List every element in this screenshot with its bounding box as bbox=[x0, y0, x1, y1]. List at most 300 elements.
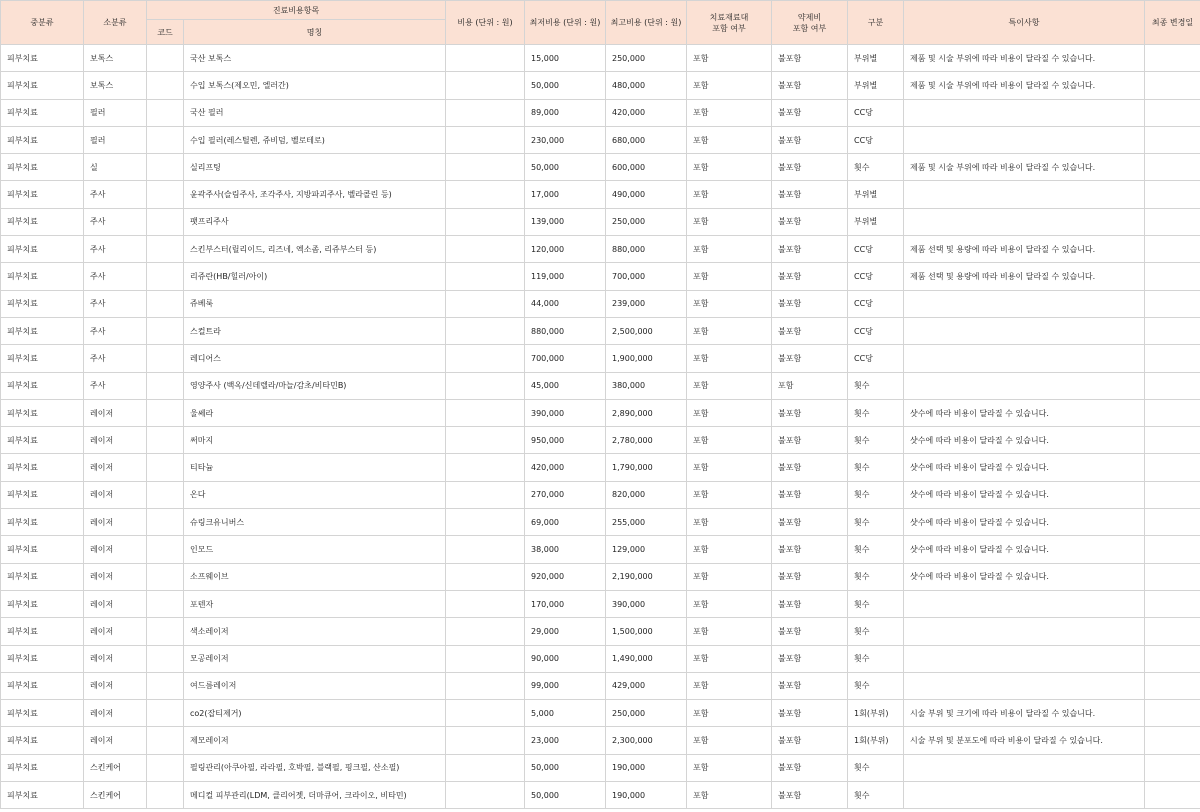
cell-note bbox=[904, 317, 1145, 344]
cell-last-changed bbox=[1145, 399, 1200, 426]
cell-main-category: 피부치료 bbox=[1, 45, 84, 72]
cell-name: 써마지 bbox=[184, 427, 446, 454]
header-drug-line2: 포함 여부 bbox=[792, 23, 827, 33]
cell-division: CC당 bbox=[848, 99, 904, 126]
cell-max-cost: 2,190,000 bbox=[606, 563, 687, 590]
table-row bbox=[1, 290, 1200, 317]
cell-max-cost: 820,000 bbox=[606, 481, 687, 508]
cell-drug-inclusion: 불포함 bbox=[772, 263, 848, 290]
cell-code bbox=[147, 317, 184, 344]
cell-name: 필링관리(아쿠아필, 라라필, 호박필, 블랙필, 핑크필, 산소필) bbox=[184, 754, 446, 781]
cell-last-changed bbox=[1145, 590, 1200, 617]
cell-note bbox=[904, 345, 1145, 372]
cell-cost bbox=[446, 99, 525, 126]
cell-name: 온다 bbox=[184, 481, 446, 508]
cell-drug-inclusion: 포함 bbox=[772, 372, 848, 399]
cell-min-cost: 99,000 bbox=[525, 672, 606, 699]
cell-max-cost: 1,900,000 bbox=[606, 345, 687, 372]
cell-last-changed bbox=[1145, 509, 1200, 536]
cell-code bbox=[147, 454, 184, 481]
cell-min-cost: 880,000 bbox=[525, 317, 606, 344]
cell-main-category: 피부치료 bbox=[1, 181, 84, 208]
cell-last-changed bbox=[1145, 536, 1200, 563]
cell-division: 횟수 bbox=[848, 618, 904, 645]
cell-code bbox=[147, 563, 184, 590]
cell-division: CC당 bbox=[848, 263, 904, 290]
table-row bbox=[1, 590, 1200, 617]
cell-main-category: 피부치료 bbox=[1, 372, 84, 399]
table-row bbox=[1, 236, 1200, 263]
cell-last-changed bbox=[1145, 782, 1200, 809]
cell-name: 국산 보톡스 bbox=[184, 45, 446, 72]
cell-name: 국산 필러 bbox=[184, 99, 446, 126]
cell-cost bbox=[446, 45, 525, 72]
cell-cost bbox=[446, 236, 525, 263]
cell-material-inclusion: 포함 bbox=[687, 399, 772, 426]
cell-name: 메디컬 피부관리(LDM, 클리어젯, 더마큐어, 크라이오, 비타민) bbox=[184, 782, 446, 809]
table-row bbox=[1, 454, 1200, 481]
cell-drug-inclusion: 불포함 bbox=[772, 208, 848, 235]
cell-material-inclusion: 포함 bbox=[687, 590, 772, 617]
cell-division: 1회(부위) bbox=[848, 727, 904, 754]
cell-last-changed bbox=[1145, 563, 1200, 590]
cell-min-cost: 120,000 bbox=[525, 236, 606, 263]
cell-division: 부위별 bbox=[848, 45, 904, 72]
cell-material-inclusion: 포함 bbox=[687, 563, 772, 590]
table-body bbox=[1, 45, 1200, 809]
cell-sub-category: 레이저 bbox=[84, 399, 147, 426]
cell-drug-inclusion: 불포함 bbox=[772, 154, 848, 181]
cell-note bbox=[904, 618, 1145, 645]
cell-name: 스킨부스터(릴리이드, 리즈네, 엑소좀, 리쥬부스터 등) bbox=[184, 236, 446, 263]
cell-min-cost: 119,000 bbox=[525, 263, 606, 290]
cell-last-changed bbox=[1145, 645, 1200, 672]
cell-sub-category: 필러 bbox=[84, 99, 147, 126]
cell-sub-category: 레이저 bbox=[84, 672, 147, 699]
cell-sub-category: 실 bbox=[84, 154, 147, 181]
header-division: 구분 bbox=[848, 1, 904, 45]
cell-note: 샷수에 따라 비용이 달라질 수 있습니다. bbox=[904, 399, 1145, 426]
cell-name: 소프웨이브 bbox=[184, 563, 446, 590]
cell-drug-inclusion: 불포함 bbox=[772, 618, 848, 645]
cell-main-category: 피부치료 bbox=[1, 427, 84, 454]
cell-note: 샷수에 따라 비용이 달라질 수 있습니다. bbox=[904, 454, 1145, 481]
cell-code bbox=[147, 509, 184, 536]
cell-division: 횟수 bbox=[848, 154, 904, 181]
cell-name: co2(잡티제거) bbox=[184, 700, 446, 727]
cell-cost bbox=[446, 345, 525, 372]
cell-main-category: 피부치료 bbox=[1, 399, 84, 426]
cell-material-inclusion: 포함 bbox=[687, 782, 772, 809]
cell-sub-category: 필러 bbox=[84, 126, 147, 153]
cell-last-changed bbox=[1145, 236, 1200, 263]
cell-sub-category: 주사 bbox=[84, 208, 147, 235]
header-main-category: 중분류 bbox=[1, 1, 84, 45]
cell-sub-category: 레이저 bbox=[84, 427, 147, 454]
cell-last-changed bbox=[1145, 72, 1200, 99]
cell-note: 제품 및 시술 부위에 따라 비용이 달라질 수 있습니다. bbox=[904, 154, 1145, 181]
cell-division: 횟수 bbox=[848, 481, 904, 508]
cell-material-inclusion: 포함 bbox=[687, 454, 772, 481]
table-row bbox=[1, 154, 1200, 181]
cell-division: 횟수 bbox=[848, 563, 904, 590]
cell-division: CC당 bbox=[848, 345, 904, 372]
cell-material-inclusion: 포함 bbox=[687, 754, 772, 781]
cell-cost bbox=[446, 454, 525, 481]
cell-division: 횟수 bbox=[848, 509, 904, 536]
cell-name: 레디어스 bbox=[184, 345, 446, 372]
cell-sub-category: 보톡스 bbox=[84, 45, 147, 72]
table-row bbox=[1, 672, 1200, 699]
cell-cost bbox=[446, 782, 525, 809]
cell-code bbox=[147, 590, 184, 617]
cell-drug-inclusion: 불포함 bbox=[772, 481, 848, 508]
table-row bbox=[1, 700, 1200, 727]
cell-division: 횟수 bbox=[848, 782, 904, 809]
cell-drug-inclusion: 불포함 bbox=[772, 509, 848, 536]
cell-max-cost: 390,000 bbox=[606, 590, 687, 617]
cell-cost bbox=[446, 618, 525, 645]
cell-name: 인모드 bbox=[184, 536, 446, 563]
cell-code bbox=[147, 345, 184, 372]
cell-max-cost: 1,790,000 bbox=[606, 454, 687, 481]
table-row bbox=[1, 618, 1200, 645]
cell-main-category: 피부치료 bbox=[1, 481, 84, 508]
cell-note bbox=[904, 645, 1145, 672]
table-row bbox=[1, 481, 1200, 508]
cell-note: 시술 부위 및 분포도에 따라 비용이 달라질 수 있습니다. bbox=[904, 727, 1145, 754]
cell-note: 제품 및 시술 부위에 따라 비용이 달라질 수 있습니다. bbox=[904, 72, 1145, 99]
cell-code bbox=[147, 99, 184, 126]
cell-sub-category: 레이저 bbox=[84, 700, 147, 727]
cell-drug-inclusion: 불포함 bbox=[772, 645, 848, 672]
cell-min-cost: 700,000 bbox=[525, 345, 606, 372]
cell-cost bbox=[446, 317, 525, 344]
header-group: 진료비용항목 bbox=[147, 1, 446, 20]
cell-min-cost: 45,000 bbox=[525, 372, 606, 399]
cell-last-changed bbox=[1145, 481, 1200, 508]
cell-note bbox=[904, 126, 1145, 153]
cell-last-changed bbox=[1145, 99, 1200, 126]
table-row bbox=[1, 509, 1200, 536]
cell-drug-inclusion: 불포함 bbox=[772, 563, 848, 590]
cell-min-cost: 44,000 bbox=[525, 290, 606, 317]
cell-code bbox=[147, 181, 184, 208]
cell-cost bbox=[446, 672, 525, 699]
cell-code bbox=[147, 672, 184, 699]
cell-material-inclusion: 포함 bbox=[687, 154, 772, 181]
header-max-cost: 최고비용 (단위 : 원) bbox=[606, 1, 687, 45]
table-row bbox=[1, 399, 1200, 426]
cell-sub-category: 레이저 bbox=[84, 536, 147, 563]
cell-name: 모공레이저 bbox=[184, 645, 446, 672]
cell-note: 제품 및 시술 부위에 따라 비용이 달라질 수 있습니다. bbox=[904, 45, 1145, 72]
cell-material-inclusion: 포함 bbox=[687, 126, 772, 153]
cell-material-inclusion: 포함 bbox=[687, 618, 772, 645]
cell-max-cost: 190,000 bbox=[606, 782, 687, 809]
cell-main-category: 피부치료 bbox=[1, 126, 84, 153]
cell-drug-inclusion: 불포함 bbox=[772, 782, 848, 809]
cell-note bbox=[904, 754, 1145, 781]
cell-sub-category: 주사 bbox=[84, 345, 147, 372]
cell-cost bbox=[446, 372, 525, 399]
cell-code bbox=[147, 290, 184, 317]
cell-cost bbox=[446, 563, 525, 590]
cell-note bbox=[904, 672, 1145, 699]
cell-division: CC당 bbox=[848, 317, 904, 344]
cell-cost bbox=[446, 263, 525, 290]
cell-code bbox=[147, 263, 184, 290]
cell-material-inclusion: 포함 bbox=[687, 45, 772, 72]
cell-cost bbox=[446, 509, 525, 536]
table-row bbox=[1, 727, 1200, 754]
cell-max-cost: 1,500,000 bbox=[606, 618, 687, 645]
cell-note: 시술 부위 및 크기에 따라 비용이 달라질 수 있습니다. bbox=[904, 700, 1145, 727]
header-name: 명칭 bbox=[184, 20, 446, 45]
header-material-line1: 치료재료대 bbox=[709, 12, 749, 22]
cell-code bbox=[147, 154, 184, 181]
cell-drug-inclusion: 불포함 bbox=[772, 317, 848, 344]
cell-division: 횟수 bbox=[848, 536, 904, 563]
cell-sub-category: 레이저 bbox=[84, 618, 147, 645]
cell-material-inclusion: 포함 bbox=[687, 372, 772, 399]
cell-main-category: 피부치료 bbox=[1, 700, 84, 727]
cell-drug-inclusion: 불포함 bbox=[772, 126, 848, 153]
cell-min-cost: 5,000 bbox=[525, 700, 606, 727]
cell-min-cost: 50,000 bbox=[525, 154, 606, 181]
cell-sub-category: 보톡스 bbox=[84, 72, 147, 99]
cell-main-category: 피부치료 bbox=[1, 454, 84, 481]
header-last-changed: 최종 변경일 bbox=[1145, 1, 1200, 45]
cell-max-cost: 2,500,000 bbox=[606, 317, 687, 344]
cell-cost bbox=[446, 645, 525, 672]
cell-sub-category: 레이저 bbox=[84, 563, 147, 590]
cell-code bbox=[147, 700, 184, 727]
cell-sub-category: 레이저 bbox=[84, 509, 147, 536]
table-row bbox=[1, 645, 1200, 672]
table-row bbox=[1, 208, 1200, 235]
header-code: 코드 bbox=[147, 20, 184, 45]
cell-last-changed bbox=[1145, 672, 1200, 699]
cell-drug-inclusion: 불포함 bbox=[772, 399, 848, 426]
cell-code bbox=[147, 427, 184, 454]
table-row bbox=[1, 45, 1200, 72]
cell-name: 여드름레이저 bbox=[184, 672, 446, 699]
cell-drug-inclusion: 불포함 bbox=[772, 536, 848, 563]
cell-drug-inclusion: 불포함 bbox=[772, 181, 848, 208]
cell-name: 영양주사 (백옥/신데렐라/마늘/감초/비타민B) bbox=[184, 372, 446, 399]
cell-drug-inclusion: 불포함 bbox=[772, 700, 848, 727]
cell-note bbox=[904, 290, 1145, 317]
cell-main-category: 피부치료 bbox=[1, 782, 84, 809]
cell-main-category: 피부치료 bbox=[1, 754, 84, 781]
cell-min-cost: 139,000 bbox=[525, 208, 606, 235]
cell-drug-inclusion: 불포함 bbox=[772, 727, 848, 754]
cell-last-changed bbox=[1145, 317, 1200, 344]
cell-max-cost: 2,300,000 bbox=[606, 727, 687, 754]
cell-code bbox=[147, 645, 184, 672]
cell-material-inclusion: 포함 bbox=[687, 481, 772, 508]
cell-cost bbox=[446, 126, 525, 153]
cell-drug-inclusion: 불포함 bbox=[772, 754, 848, 781]
cell-note: 제품 선택 및 용량에 따라 비용이 달라질 수 있습니다. bbox=[904, 263, 1145, 290]
cell-last-changed bbox=[1145, 427, 1200, 454]
cell-code bbox=[147, 618, 184, 645]
cell-material-inclusion: 포함 bbox=[687, 427, 772, 454]
cell-material-inclusion: 포함 bbox=[687, 345, 772, 372]
cell-material-inclusion: 포함 bbox=[687, 236, 772, 263]
cell-material-inclusion: 포함 bbox=[687, 317, 772, 344]
table-header bbox=[1, 1, 1200, 45]
cell-cost bbox=[446, 727, 525, 754]
cell-code bbox=[147, 399, 184, 426]
cell-max-cost: 250,000 bbox=[606, 700, 687, 727]
cell-code bbox=[147, 208, 184, 235]
cell-sub-category: 주사 bbox=[84, 290, 147, 317]
cell-main-category: 피부치료 bbox=[1, 536, 84, 563]
cell-cost bbox=[446, 72, 525, 99]
cell-code bbox=[147, 481, 184, 508]
cell-note: 샷수에 따라 비용이 달라질 수 있습니다. bbox=[904, 427, 1145, 454]
cell-division: 횟수 bbox=[848, 590, 904, 617]
cell-main-category: 피부치료 bbox=[1, 208, 84, 235]
cell-division: 횟수 bbox=[848, 427, 904, 454]
cell-code bbox=[147, 45, 184, 72]
header-drug-inclusion bbox=[772, 1, 848, 45]
cell-sub-category: 레이저 bbox=[84, 481, 147, 508]
cell-drug-inclusion: 불포함 bbox=[772, 345, 848, 372]
cell-last-changed bbox=[1145, 263, 1200, 290]
cell-note: 샷수에 따라 비용이 달라질 수 있습니다. bbox=[904, 563, 1145, 590]
cell-main-category: 피부치료 bbox=[1, 290, 84, 317]
cell-max-cost: 420,000 bbox=[606, 99, 687, 126]
cell-name: 실리프팅 bbox=[184, 154, 446, 181]
cell-max-cost: 129,000 bbox=[606, 536, 687, 563]
cell-min-cost: 69,000 bbox=[525, 509, 606, 536]
cell-division: 횟수 bbox=[848, 754, 904, 781]
cell-min-cost: 920,000 bbox=[525, 563, 606, 590]
cell-cost bbox=[446, 481, 525, 508]
cell-code bbox=[147, 236, 184, 263]
table-row bbox=[1, 563, 1200, 590]
cell-material-inclusion: 포함 bbox=[687, 700, 772, 727]
cell-name: 울쎄라 bbox=[184, 399, 446, 426]
cell-division: 부위별 bbox=[848, 208, 904, 235]
table-row bbox=[1, 126, 1200, 153]
cell-last-changed bbox=[1145, 345, 1200, 372]
cell-cost bbox=[446, 290, 525, 317]
table-row bbox=[1, 372, 1200, 399]
cell-min-cost: 89,000 bbox=[525, 99, 606, 126]
cell-drug-inclusion: 불포함 bbox=[772, 427, 848, 454]
cell-min-cost: 390,000 bbox=[525, 399, 606, 426]
cell-drug-inclusion: 불포함 bbox=[772, 454, 848, 481]
cell-max-cost: 490,000 bbox=[606, 181, 687, 208]
cell-last-changed bbox=[1145, 208, 1200, 235]
cell-name: 쥬베룩 bbox=[184, 290, 446, 317]
cell-min-cost: 38,000 bbox=[525, 536, 606, 563]
cell-main-category: 피부치료 bbox=[1, 645, 84, 672]
cell-division: 1회(부위) bbox=[848, 700, 904, 727]
cell-sub-category: 주사 bbox=[84, 263, 147, 290]
cell-cost bbox=[446, 536, 525, 563]
cell-division: CC당 bbox=[848, 126, 904, 153]
cell-max-cost: 250,000 bbox=[606, 45, 687, 72]
cell-main-category: 피부치료 bbox=[1, 317, 84, 344]
header-min-cost: 최저비용 (단위 : 원) bbox=[525, 1, 606, 45]
cell-note: 제품 선택 및 용량에 따라 비용이 달라질 수 있습니다. bbox=[904, 236, 1145, 263]
cell-last-changed bbox=[1145, 454, 1200, 481]
table-row bbox=[1, 427, 1200, 454]
cell-main-category: 피부치료 bbox=[1, 72, 84, 99]
cell-main-category: 피부치료 bbox=[1, 263, 84, 290]
cell-note bbox=[904, 590, 1145, 617]
cell-min-cost: 29,000 bbox=[525, 618, 606, 645]
cell-material-inclusion: 포함 bbox=[687, 509, 772, 536]
table-row bbox=[1, 181, 1200, 208]
cell-note bbox=[904, 181, 1145, 208]
cell-note bbox=[904, 782, 1145, 809]
cell-last-changed bbox=[1145, 618, 1200, 645]
cell-name: 스컬트라 bbox=[184, 317, 446, 344]
cell-sub-category: 레이저 bbox=[84, 727, 147, 754]
cell-last-changed bbox=[1145, 727, 1200, 754]
cell-main-category: 피부치료 bbox=[1, 509, 84, 536]
cell-max-cost: 190,000 bbox=[606, 754, 687, 781]
cell-material-inclusion: 포함 bbox=[687, 72, 772, 99]
cell-name: 포텐자 bbox=[184, 590, 446, 617]
cell-main-category: 피부치료 bbox=[1, 345, 84, 372]
cell-material-inclusion: 포함 bbox=[687, 536, 772, 563]
cell-division: 횟수 bbox=[848, 672, 904, 699]
cell-last-changed bbox=[1145, 372, 1200, 399]
cell-last-changed bbox=[1145, 290, 1200, 317]
cell-drug-inclusion: 불포함 bbox=[772, 45, 848, 72]
cell-division: 부위별 bbox=[848, 72, 904, 99]
cell-max-cost: 429,000 bbox=[606, 672, 687, 699]
cell-last-changed bbox=[1145, 700, 1200, 727]
cell-min-cost: 170,000 bbox=[525, 590, 606, 617]
cell-note bbox=[904, 208, 1145, 235]
cell-sub-category: 주사 bbox=[84, 181, 147, 208]
header-material-line2: 포함 여부 bbox=[712, 23, 746, 33]
cell-material-inclusion: 포함 bbox=[687, 181, 772, 208]
cell-min-cost: 230,000 bbox=[525, 126, 606, 153]
cell-main-category: 피부치료 bbox=[1, 727, 84, 754]
cell-max-cost: 250,000 bbox=[606, 208, 687, 235]
cell-max-cost: 380,000 bbox=[606, 372, 687, 399]
cell-min-cost: 270,000 bbox=[525, 481, 606, 508]
cell-material-inclusion: 포함 bbox=[687, 290, 772, 317]
cell-code bbox=[147, 72, 184, 99]
cell-max-cost: 2,890,000 bbox=[606, 399, 687, 426]
cell-min-cost: 50,000 bbox=[525, 754, 606, 781]
cell-name: 색소레이저 bbox=[184, 618, 446, 645]
cell-name: 슈링크유니버스 bbox=[184, 509, 446, 536]
cell-division: CC당 bbox=[848, 290, 904, 317]
cell-drug-inclusion: 불포함 bbox=[772, 99, 848, 126]
header-drug-line1: 약제비 bbox=[797, 12, 822, 22]
cell-name: 팻프리주사 bbox=[184, 208, 446, 235]
cell-main-category: 피부치료 bbox=[1, 672, 84, 699]
cell-max-cost: 600,000 bbox=[606, 154, 687, 181]
cell-min-cost: 420,000 bbox=[525, 454, 606, 481]
cell-drug-inclusion: 불포함 bbox=[772, 290, 848, 317]
cell-cost bbox=[446, 208, 525, 235]
cell-sub-category: 주사 bbox=[84, 236, 147, 263]
cell-material-inclusion: 포함 bbox=[687, 208, 772, 235]
cell-note: 샷수에 따라 비용이 달라질 수 있습니다. bbox=[904, 481, 1145, 508]
